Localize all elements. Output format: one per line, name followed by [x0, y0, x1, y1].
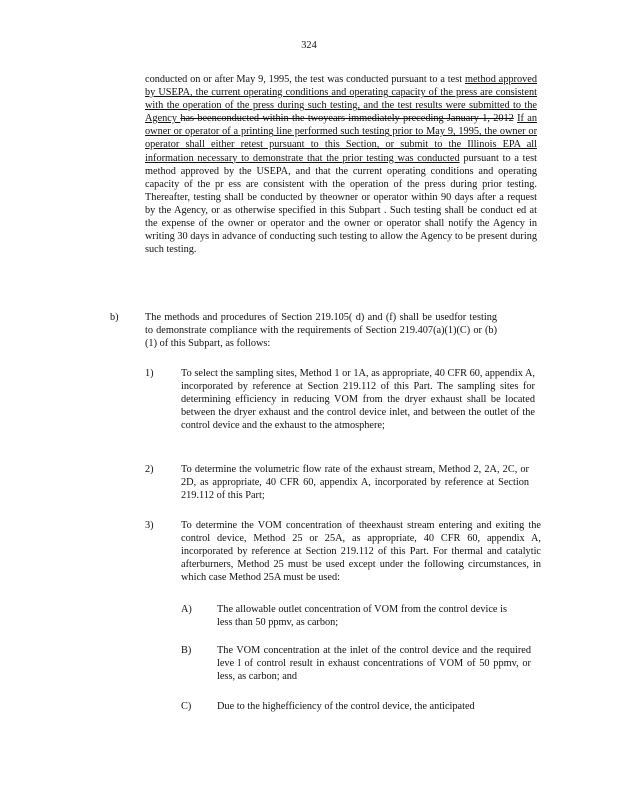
sub-item-3-label: 3)	[145, 520, 154, 531]
sub-sub-item-a-text: The allowable outlet concentration of VOM from the control device is less than 50 ppmv, as carbon;	[217, 604, 507, 628]
sub-sub-item-c-label: C)	[181, 701, 192, 712]
sub-sub-item-b-text: The VOM concentration at the inlet of the control device and the required leve l of control result in exhaust concentrations of VOM of 50 ppmv, or less, as carbon; and	[217, 645, 531, 682]
sub-item-1-label: 1)	[145, 368, 154, 379]
sub-sub-item-b-label: B)	[181, 645, 192, 656]
intro-paragraph	[145, 73, 537, 256]
sub-sub-item-c-text: Due to the highefficiency of the control device, the anticipated	[217, 701, 475, 712]
item-b-text: The methods and procedures of Section 219.105( d) and (f) shall be usedfor testing to demonstrate compliance with the requirements of Section 219.407(a)(1)(C) or (b)(1) of this Subpart, as follows:	[145, 312, 497, 349]
intro-segment: pursuant to a test method approved by the USEPA, and that the current operating conditions and operating capacity of the pr ess are consistent with the operation of the press during prior testing. Thereafter, testing shall be conducted by theowner or operator within 90 days after a request by the Agency, or as otherwise specified in this Subpart . Such testing shall be conduct ed at the expense of the owner or operator and the owner or operator shall notify the Agency in writing 30 days in advance of conducting such testing to allow the Agency to be present during such testing.	[145, 152, 537, 256]
sub-sub-item-a-label: A)	[181, 604, 192, 615]
sub-item-2-text: To determine the volumetric flow rate of the exhaust stream, Method 2, 2A, 2C, or 2D, as appropriate, 40 CFR 60, appendix A, incorporated by reference at Section 219.112 of this Part;	[181, 464, 529, 501]
intro-segment-struck: has beenconducted within the twoyears immediately preceding January 1, 2012	[180, 113, 514, 125]
sub-item-2-label: 2)	[145, 464, 154, 475]
intro-segment-underlined: If an owner or operator of a printing line performed such testing prior to May 9, 1995, the owner or operator shall either retest pursuant to this Section, or submit to the Illinois EPA all information necessary to demonstrate that the prior testing was conducted	[145, 113, 537, 164]
item-b-label: b)	[110, 312, 119, 323]
sub-item-3-text: To determine the VOM concentration of theexhaust stream entering and exiting the control device, Method 25 or 25A, as appropriate, 40 CFR 60, appendix A, incorporated by reference at Section 219.112 of this Part. For thermal and catalytic afterburners, Method 25 must be used except under the following circumstances, in which case Method 25A must be used:	[181, 520, 541, 583]
page-number: 324	[301, 40, 317, 51]
intro-segment: conducted on or after May 9, 1995, the test was conducted pursuant to a test	[145, 74, 465, 85]
intro-segment-underlined: method approved by USEPA, the current operating conditions and operating capacity of the press are consistent with the operation of the press during such testing, and the test results were submitted to the Agency	[145, 74, 537, 125]
sub-item-1-text: To select the sampling sites, Method 1 or 1A, as appropriate, 40 CFR 60, appendix A, incorporated by reference at Section 219.112 of this Part. The sampling sites for determining efficiency in reducing VOM from the dryer exhaust shall be located between the dryer exhaust and the control device inlet, and between the outlet of the control device and the exhaust to the atmosphere;	[181, 368, 535, 431]
